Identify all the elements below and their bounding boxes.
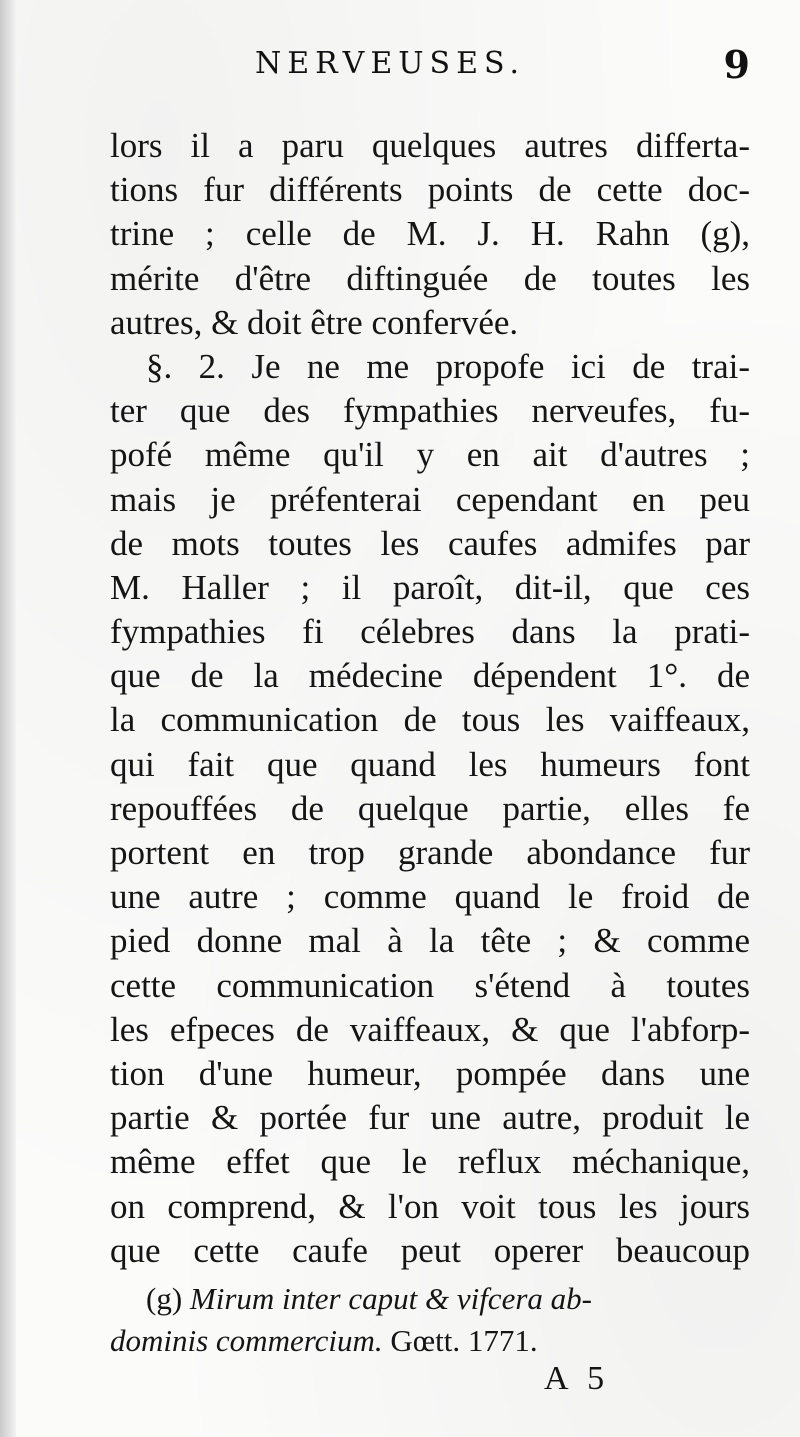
footnote-citation: Gœtt. 1771. — [382, 1323, 538, 1358]
text-line: pofé même qu'il y en ait d'autres ; — [110, 435, 750, 475]
text-line: ter que des fympathies nerveufes, fu- — [110, 391, 750, 431]
text-line: les efpeces de vaiffeaux, & que l'abforp- — [110, 1009, 750, 1049]
text-line: trine ; celle de M. J. H. Rahn (g), — [110, 214, 750, 254]
text-line: même effet que le reflux méchanique, — [110, 1142, 750, 1182]
text-line: qui fait que quand les humeurs font — [110, 744, 750, 784]
footnote — [110, 1278, 750, 1362]
text-line: que de la médecine dépendent 1°. de — [110, 656, 750, 696]
text-line: fympathies fi célebres dans la prati- — [110, 612, 750, 652]
text-line: autres, & doit être confervée. — [110, 302, 519, 342]
signature-mark: A 5 — [544, 1360, 611, 1397]
footnote-text: Mirum inter caput & vifcera ab- — [189, 1281, 592, 1316]
text-line: M. Haller ; il paroît, dit-il, que ces — [110, 567, 750, 607]
footnote-marker: (g) — [146, 1281, 183, 1316]
text-line: tions fur différents points de cette doc- — [110, 170, 750, 210]
text-line: partie & portée fur une autre, produit le — [110, 1098, 750, 1138]
text-line: mais je préfenterai cependant en peu — [110, 479, 750, 519]
text-line: tion d'une humeur, pompée dans une — [110, 1053, 750, 1093]
text-line: pied donne mal à la tête ; & comme — [110, 921, 750, 961]
text-line: mérite d'être diftinguée de toutes les — [110, 258, 750, 298]
page-header — [110, 38, 750, 98]
page-gutter-shadow — [0, 0, 16, 1437]
footnote-line — [110, 1278, 750, 1320]
text-line: repouffées de quelque partie, elles fe — [110, 788, 750, 828]
text-line: portent en trop grande abondance fur — [110, 833, 750, 872]
text-line: lors il a paru quelques autres differta- — [110, 126, 750, 165]
running-head: NERVEUSES. — [255, 46, 525, 81]
page-number: 9 — [723, 42, 750, 87]
footnote-line — [110, 1320, 750, 1362]
footnote-text: dominis commercium. — [110, 1323, 383, 1358]
text-line: une autre ; comme quand le froid de — [110, 877, 750, 917]
text-line: on comprend, & l'on voit tous les jours — [110, 1186, 750, 1226]
text-line: que cette caufe peut operer beaucoup — [110, 1230, 750, 1270]
text-line: §. 2. Je ne me propofe ici de trai- — [146, 346, 750, 386]
body-text — [110, 124, 750, 1273]
text-line: de mots toutes les caufes admifes par — [110, 523, 750, 563]
text-line: la communication de tous les vaiffeaux, — [110, 700, 750, 740]
text-line: cette communication s'étend à toutes — [110, 965, 750, 1005]
